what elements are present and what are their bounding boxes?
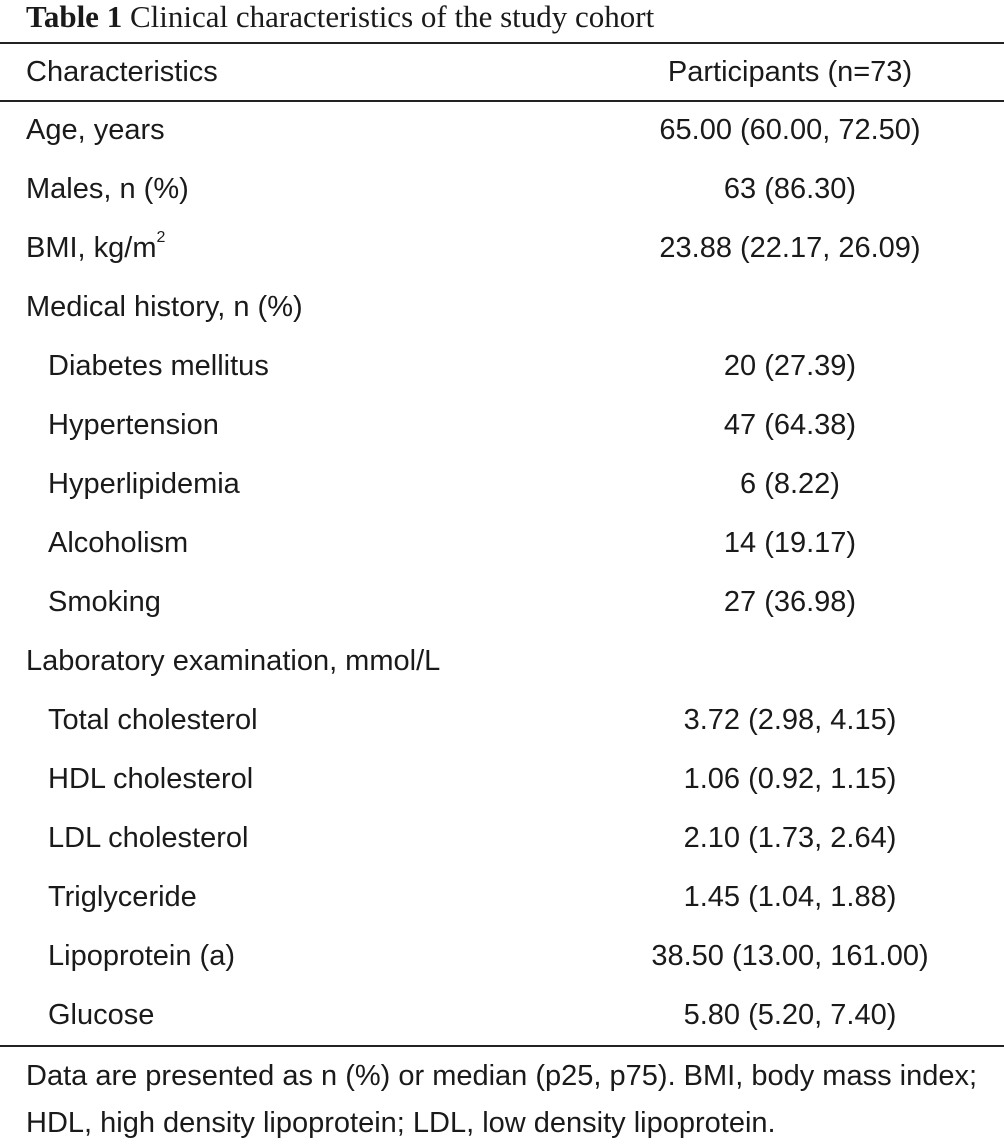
row-value: 3.72 (2.98, 4.15) [683, 704, 897, 736]
table-row [0, 219, 1004, 278]
row-value: 6 (8.22) [740, 468, 840, 500]
row-label: Glucose [48, 999, 155, 1031]
table-row [0, 514, 1004, 573]
table-row [0, 691, 1004, 750]
row-value: 65.00 (60.00, 72.50) [659, 114, 921, 146]
row-value: 14 (19.17) [723, 527, 857, 559]
row-value: 20 (27.39) [723, 350, 857, 382]
table-row [0, 455, 1004, 514]
row-label [26, 219, 165, 278]
header-characteristics: Characteristics [26, 56, 218, 88]
row-value: 5.80 (5.20, 7.40) [683, 999, 897, 1031]
row-label: Diabetes mellitus [48, 350, 269, 382]
table-section-row [0, 632, 1004, 691]
bottom-rule [0, 1045, 1004, 1047]
row-value: 1.06 (0.92, 1.15) [683, 763, 897, 795]
row-label: Males, n (%) [26, 173, 189, 205]
section-label: Laboratory examination, mmol/L [26, 645, 441, 677]
table-footnote: Data are presented as n (%) or median (p25, p75). BMI, body mass index; HDL, high density lipoprotein; LDL, low density lipoprotein. [26, 1060, 978, 1139]
table-row [0, 101, 1004, 160]
row-value: 2.10 (1.73, 2.64) [683, 822, 897, 854]
bmi-label-text: BMI, kg/m [26, 232, 157, 264]
row-label: Alcoholism [48, 527, 189, 559]
characteristics-table [0, 43, 1004, 1045]
table-row [0, 986, 1004, 1045]
row-label: HDL cholesterol [48, 763, 254, 795]
table-row [0, 750, 1004, 809]
table-row [0, 573, 1004, 632]
row-label: Hyperlipidemia [48, 468, 240, 500]
table-row [0, 868, 1004, 927]
row-value: 63 (86.30) [723, 173, 857, 205]
table-row [0, 809, 1004, 868]
section-label: Medical history, n (%) [26, 291, 303, 323]
row-label: Age, years [26, 114, 165, 146]
row-label: Triglyceride [48, 881, 197, 913]
row-label: LDL cholesterol [48, 822, 249, 854]
row-value: 47 (64.38) [723, 409, 857, 441]
header-participants: Participants (n=73) [667, 56, 913, 88]
row-value: 38.50 (13.00, 161.00) [651, 940, 929, 972]
table-caption [26, 0, 654, 38]
row-value: 23.88 (22.17, 26.09) [659, 232, 921, 264]
row-label: Lipoprotein (a) [48, 940, 235, 972]
table-header-row [0, 43, 1004, 101]
table-row [0, 160, 1004, 219]
table-section-row [0, 278, 1004, 337]
row-value: 1.45 (1.04, 1.88) [683, 881, 897, 913]
row-label: Hypertension [48, 409, 219, 441]
table-caption-text: Clinical characteristics of the study cohort [129, 0, 655, 34]
row-value: 27 (36.98) [723, 586, 857, 618]
table-row [0, 337, 1004, 396]
bmi-label-superscript: 2 [156, 229, 166, 247]
table-row [0, 927, 1004, 986]
row-label: Smoking [48, 586, 161, 618]
row-label: Total cholesterol [48, 704, 258, 736]
table-row [0, 396, 1004, 455]
table-caption-label: Table 1 [26, 0, 123, 34]
